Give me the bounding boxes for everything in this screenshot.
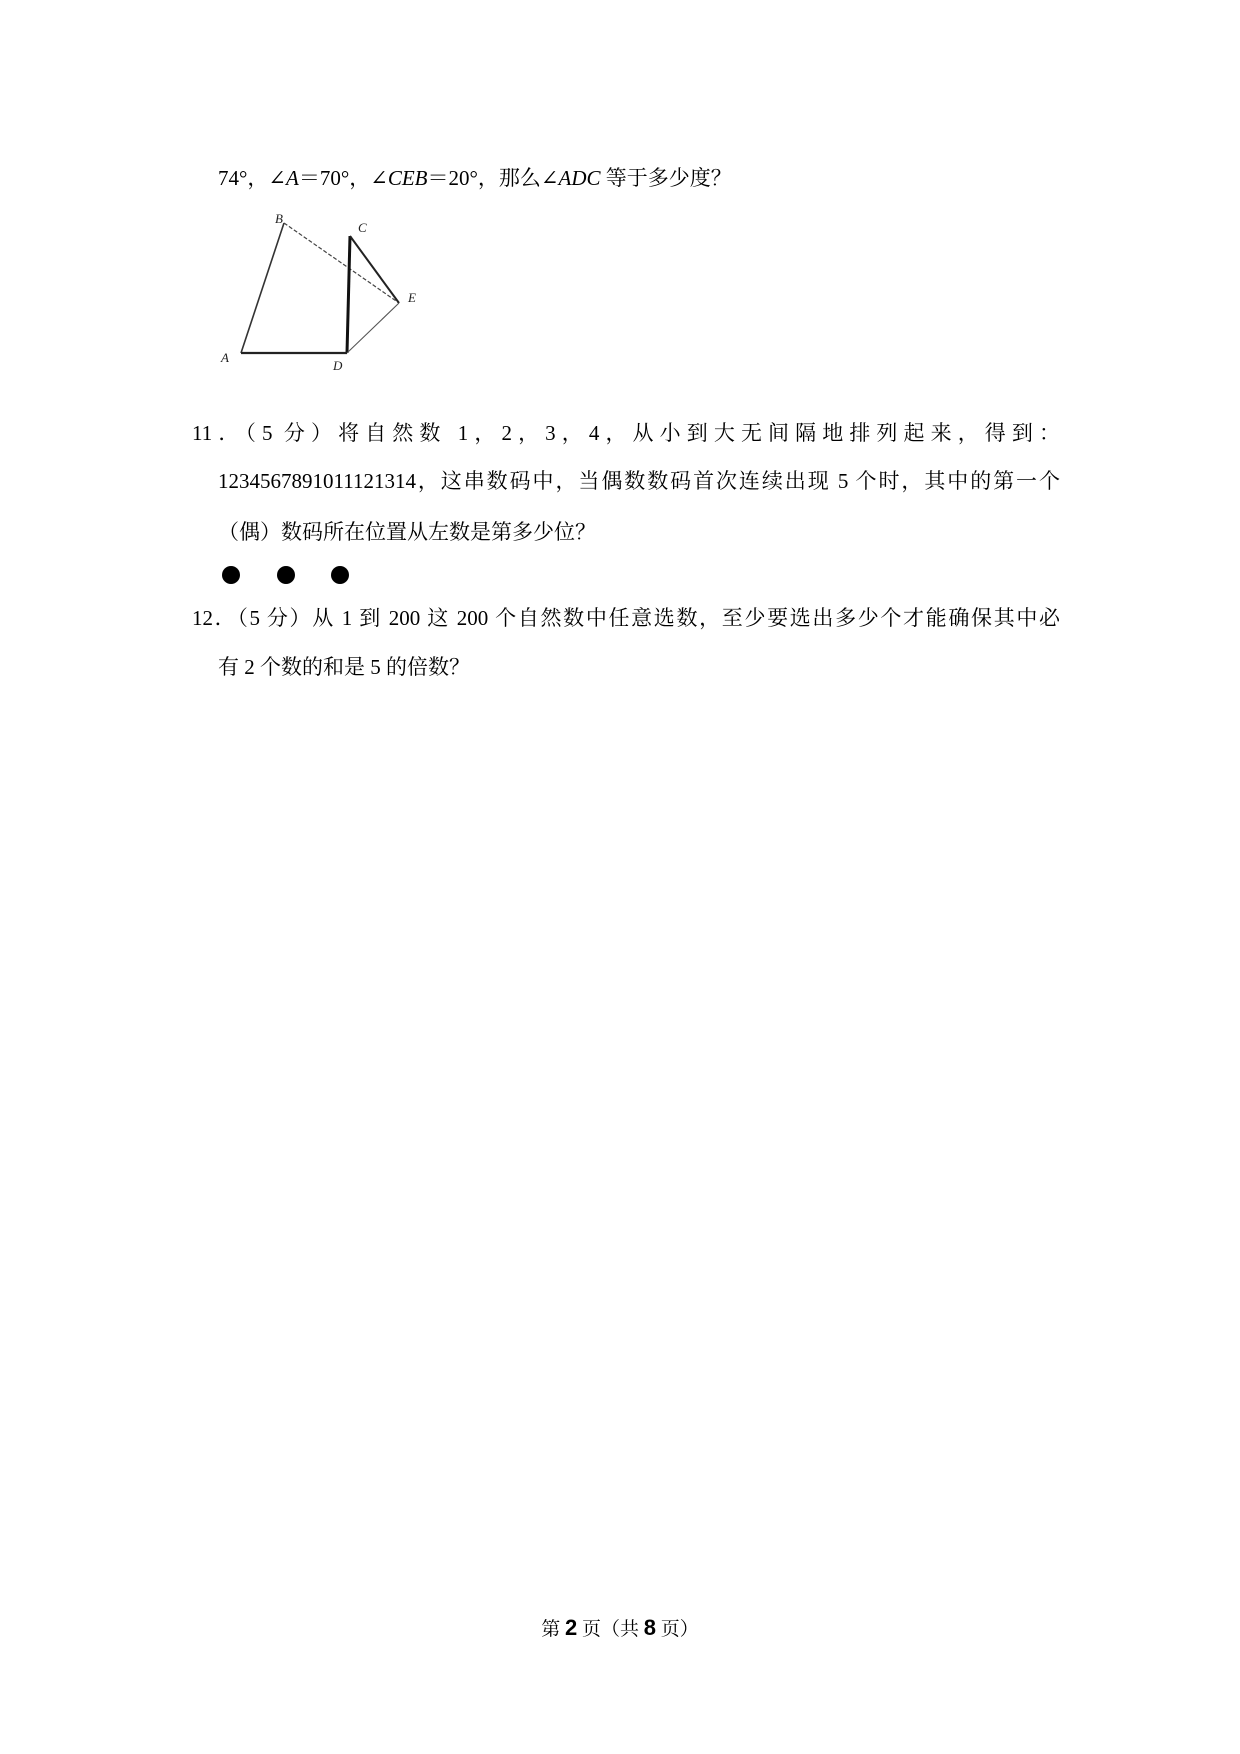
segment-cd	[347, 236, 350, 353]
question-12-line-1	[192, 606, 1060, 630]
q10-text: ＝70°，∠	[298, 166, 388, 190]
footer-suffix: 页）	[656, 1619, 699, 1640]
footer-prefix: 第	[541, 1619, 565, 1640]
q10-text: 等于多少度？	[600, 166, 732, 190]
label-d: D	[333, 358, 343, 373]
footer-middle: 页（共	[577, 1619, 644, 1640]
segment-ce	[350, 236, 399, 303]
total-pages-number: 8	[643, 1615, 656, 1640]
bullet-dot-icon	[277, 566, 295, 584]
segment-be	[284, 223, 399, 303]
question-10-tail-line	[218, 166, 732, 190]
question-12-number: 12．	[192, 606, 238, 630]
geometry-figure	[215, 210, 430, 385]
q10-text: 74°，∠	[218, 166, 286, 190]
question-11-text: 将自然数 1，2，3，4，从小到大无间隔地排列起来，得到：	[338, 421, 1060, 445]
segment-de	[347, 303, 399, 353]
q10-angle-adc: ADC	[558, 166, 601, 190]
label-c: C	[358, 220, 367, 235]
segment-ab	[241, 223, 284, 353]
question-11-line-2: 1234567891011121314，这串数码中，当偶数数码首次连续出现 5 个时，其中的第一个	[218, 469, 1060, 493]
label-a: A	[221, 350, 229, 365]
question-12-line-2: 有 2 个数的和是 5 的倍数？	[218, 655, 470, 679]
label-b: B	[275, 211, 283, 226]
page-footer	[0, 1615, 1240, 1643]
question-11-number: 11．	[192, 421, 246, 445]
question-11-line-3: （偶）数码所在位置从左数是第多少位？	[218, 520, 596, 544]
q10-angle-ceb: CEB	[387, 166, 428, 190]
bullet-dot-icon	[222, 566, 240, 584]
bullet-dot-icon	[331, 566, 349, 584]
label-e: E	[408, 290, 416, 305]
question-12-text: 从 1 到 200 这 200 个自然数中任意选数，至少要选出多少个才能确保其中必	[312, 606, 1061, 630]
current-page-number: 2	[564, 1615, 578, 1640]
question-11-line-1	[192, 421, 1060, 445]
question-12-score: （5 分）	[237, 606, 313, 630]
question-11-score: （5 分）	[245, 421, 339, 445]
q10-angle-a: A	[286, 166, 299, 190]
q10-text: ＝20°，那么∠	[427, 166, 559, 190]
